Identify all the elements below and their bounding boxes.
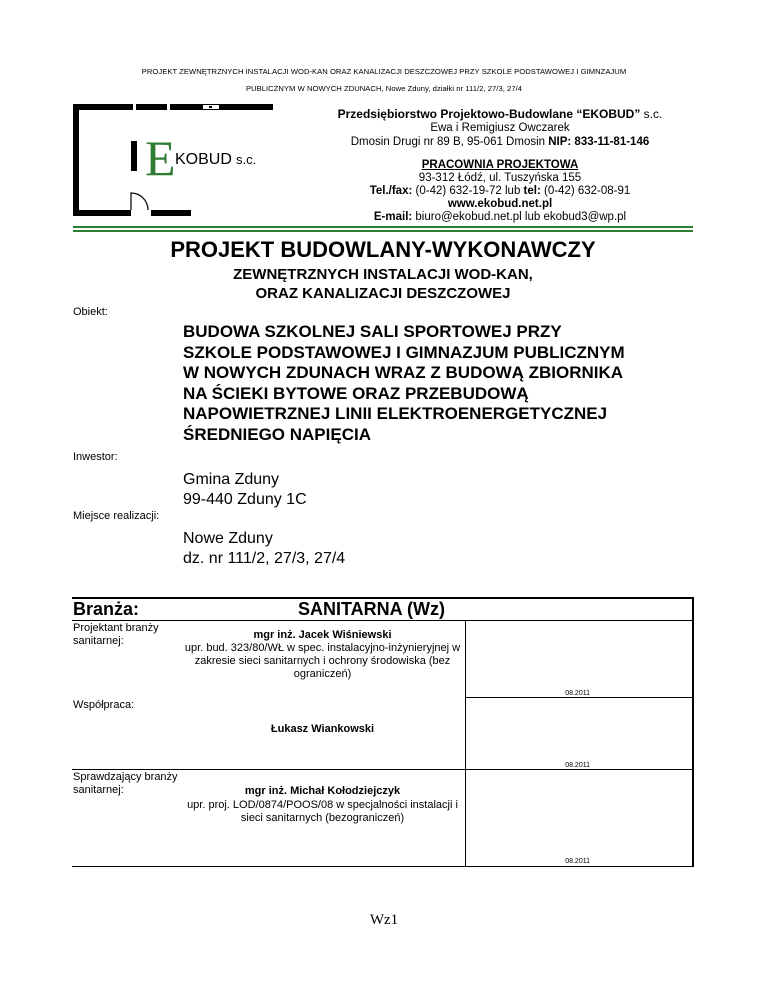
office-title: PRACOWNIA PROJEKTOWA: [421, 159, 579, 171]
email-value: biuro@ekobud.net.pl lub ekobud3@wp.pl: [412, 211, 627, 223]
company-address-line: [300, 135, 700, 149]
tel-label: Tel./fax:: [369, 185, 413, 197]
row-desc: upr. proj. LOD/0874/POOS/08 w specjalności instalacji i sieci sanitarnych (bezograniczeń): [187, 799, 458, 824]
row-date: 08.2011: [565, 690, 590, 697]
row-name: Łukasz Wiankowski: [270, 723, 375, 735]
tel-value: (0-42) 632-19-72 lub: [412, 185, 524, 197]
row-name: mgr inż. Jacek Wiśniewski: [253, 629, 392, 641]
inwestor-line-1: Gmina Zduny: [183, 471, 280, 488]
row-date: 08.2011: [565, 762, 590, 769]
header-line-1: PROJEKT ZEWNĘTRZNYCH INSTALACJI WOD-KAN ORAZ KANALIZACJI DESZCZOWEJ PRZY SZKOLE PODSTAWOWEJ I GIMNZAJUM: [141, 67, 627, 76]
company-name: [300, 107, 700, 121]
table-right-border: [692, 597, 694, 867]
branza-label: Branża:: [73, 599, 140, 619]
row-divider: [465, 770, 466, 866]
table-header-border: [72, 620, 694, 621]
row-border: [72, 769, 694, 770]
obiekt-line: ŚREDNIEGO NAPIĘCIA: [183, 424, 371, 444]
company-nip: NIP: 833-11-81-146: [548, 136, 650, 148]
row-desc: upr. bud. 323/80/WŁ w spec. instalacyjno-inżynieryjnej w zakresie sieci sanitarnych i ochrony środowiska (bez ograniczeń): [184, 642, 461, 680]
row-divider: [465, 621, 466, 697]
row-date: 08.2011: [565, 858, 590, 865]
company-owners: Ewa i Remigiusz Owczarek: [430, 122, 570, 134]
company-name-prefix: Przedsiębiorstwo Projektowo-Budowlane: [337, 107, 577, 121]
document-subtitle-2: ORAZ KANALIZACJI DESZCZOWEJ: [255, 285, 511, 302]
company-name-bold: “EKOBUD”: [576, 107, 641, 121]
obiekt-line: NA ŚCIEKI BYTOWE ORAZ PRZEBUDOWĄ: [183, 383, 529, 403]
header-line-2: PUBLICZNYM W NOWYCH ZDUNACH, Nowe Zduny, działki nr 111/2, 27/3, 27/4: [245, 84, 523, 93]
tel2-value: (0-42) 632-08-91: [540, 185, 631, 197]
row-role: Projektant branży sanitarnej:: [73, 622, 159, 647]
page-number: Wz1: [369, 912, 399, 928]
logo-letter-e: E: [145, 130, 176, 186]
obiekt-line: W NOWYCH ZDUNACH WRAZ Z BUDOWĄ ZBIORNIKA: [183, 363, 624, 382]
logo-suffix: s.c.: [236, 152, 257, 167]
company-address: Dmosin Drugi nr 89 B, 95-061 Dmosin: [350, 136, 549, 148]
logo-name: KOBUD: [175, 151, 232, 168]
row-border: [465, 697, 694, 698]
office-email-line: [300, 210, 700, 224]
branza-value: SANITARNA (Wz): [298, 599, 445, 619]
row-divider: [465, 698, 466, 770]
document-subtitle-1: ZEWNĘTRZNYCH INSTALACJI WOD-KAN,: [233, 266, 533, 283]
obiekt-line: BUDOWA SZKOLNEJ SALI SPORTOWEJ PRZY: [183, 322, 562, 341]
document-title: PROJEKT BUDOWLANY-WYKONAWCZY: [170, 237, 596, 262]
inwestor-label: Inwestor:: [73, 451, 118, 463]
obiekt-line: NAPOWIETRZNEJ LINII ELEKTROENERGETYCZNEJ: [183, 404, 608, 423]
miejsce-line-2: dz. nr 111/2, 27/3, 27/4: [183, 550, 346, 567]
inwestor-line-2: 99-440 Zduny 1C: [183, 491, 307, 508]
tel2-label: tel:: [523, 185, 541, 197]
row-role: Sprawdzający branży sanitarnej:: [73, 771, 178, 796]
obiekt-value: [183, 322, 625, 445]
table-bottom-border: [72, 866, 694, 867]
separator-green-1: [73, 226, 693, 228]
obiekt-label: Obiekt:: [73, 306, 108, 318]
row-name: mgr inż. Michał Kołodziejczyk: [244, 785, 401, 797]
office-www: www.ekobud.net.pl: [447, 198, 553, 210]
office-phones: [300, 184, 700, 198]
company-name-suffix: s.c.: [640, 107, 663, 121]
email-label: E-mail:: [373, 211, 413, 223]
office-address: 93-312 Łódź, ul. Tuszyńska 155: [418, 172, 582, 184]
miejsce-line-1: Nowe Zduny: [183, 530, 273, 547]
miejsce-label: Miejsce realizacji:: [73, 510, 160, 522]
row-role: Współpraca:: [73, 699, 135, 711]
obiekt-line: SZKOLE PODSTAWOWEJ I GIMNAZJUM PUBLICZNYM: [183, 342, 625, 362]
separator-green-2: [73, 230, 693, 232]
